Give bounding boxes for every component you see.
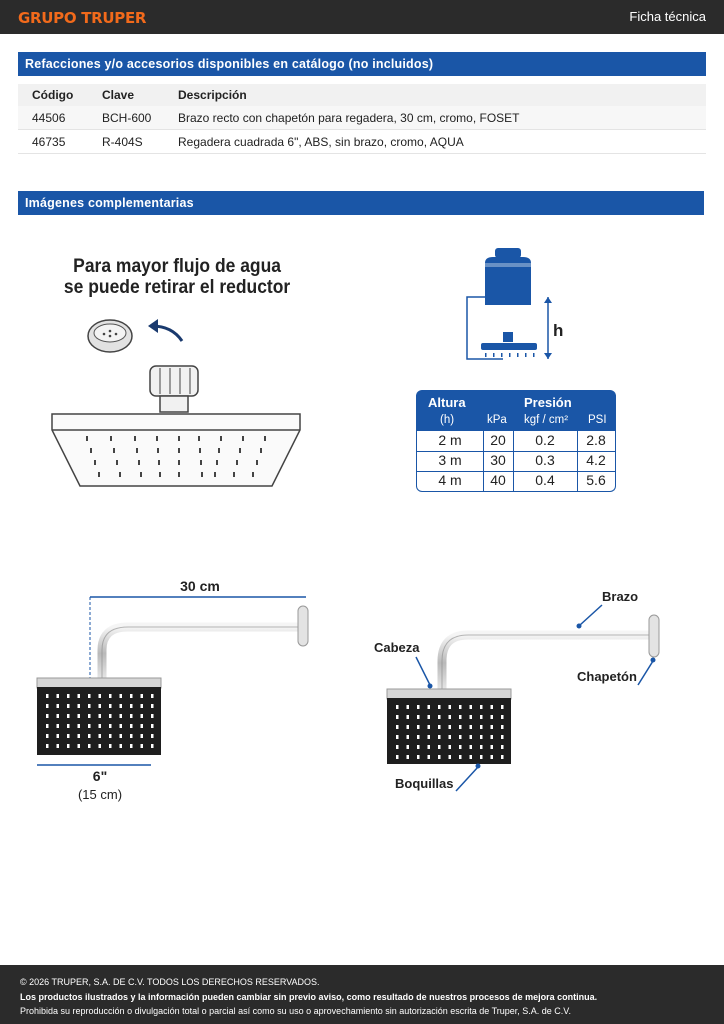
- cell-clave: BCH-600: [88, 106, 164, 130]
- nozzle-dot: [501, 725, 504, 729]
- nozzle-dot: [130, 694, 133, 698]
- nozzle-dot: [417, 715, 420, 719]
- nozzle-dot: [67, 744, 70, 748]
- nozzle-dot: [438, 705, 441, 709]
- nozzle-dot: [438, 755, 441, 759]
- nozzle-dot: [88, 694, 91, 698]
- nozzle-dot: [449, 745, 452, 749]
- unit-kpa: kPa: [487, 414, 507, 426]
- nozzle-dot: [501, 715, 504, 719]
- nozzle-dot: [151, 724, 154, 728]
- nozzle-dot: [501, 705, 504, 709]
- reducer-illustration: [40, 248, 310, 493]
- footer-copyright: © 2026 TRUPER, S.A. DE C.V. TODOS LOS DERECHOS RESERVADOS.: [20, 977, 320, 987]
- nozzle-dot: [396, 745, 399, 749]
- nozzle-dot: [407, 725, 410, 729]
- nozzle-dot: [470, 705, 473, 709]
- part-label-boquillas: Boquillas: [395, 776, 454, 791]
- cell-kgf: 0.4: [535, 472, 555, 488]
- cell-altura: 4 m: [438, 472, 462, 488]
- nozzle-dot: [130, 704, 133, 708]
- head-size-cm-label: (15 cm): [77, 787, 123, 802]
- nozzle-dot: [491, 755, 494, 759]
- nozzle-dot: [67, 734, 70, 738]
- nozzle-dot: [120, 734, 123, 738]
- footer: [0, 965, 724, 1024]
- cell-kpa: 20: [490, 432, 506, 448]
- nozzle-dot: [428, 725, 431, 729]
- nozzle-dot: [428, 705, 431, 709]
- part-label-brazo: Brazo: [602, 589, 639, 604]
- nozzle-dot: [396, 725, 399, 729]
- cell-descripcion: Brazo recto con chapetón para regadera, 30 cm, cromo, FOSET: [164, 106, 706, 130]
- col-altura-header: Altura: [428, 395, 466, 410]
- shower-head-parts-view: [387, 689, 511, 764]
- nozzle-dot: [46, 714, 49, 718]
- nozzle-dot: [491, 725, 494, 729]
- col-altura-sub: (h): [440, 414, 455, 426]
- nozzle-dot: [109, 734, 112, 738]
- nozzle-dot: [438, 725, 441, 729]
- nozzle-dot: [120, 724, 123, 728]
- nozzle-dot: [480, 705, 483, 709]
- accessories-table: [18, 84, 706, 154]
- nozzle-dot: [449, 735, 452, 739]
- top-bar: [0, 0, 724, 34]
- nozzle-dot: [141, 704, 144, 708]
- nozzle-dot: [438, 735, 441, 739]
- nozzle-dot: [396, 705, 399, 709]
- nozzle-dot: [109, 714, 112, 718]
- height-label: h: [553, 321, 564, 340]
- nozzle-dot: [417, 725, 420, 729]
- nozzle-dot: [57, 694, 60, 698]
- nozzle-dot: [67, 694, 70, 698]
- nozzle-dot: [480, 715, 483, 719]
- nozzle-dot: [141, 734, 144, 738]
- nozzle-dot: [491, 745, 494, 749]
- nozzle-dot: [449, 755, 452, 759]
- arm-length-label: 30 cm: [180, 578, 220, 594]
- col-presion-header: Presión: [524, 395, 572, 410]
- cell-altura: 3 m: [438, 452, 462, 468]
- shower-head-side-view: [37, 678, 161, 755]
- nozzle-dot: [470, 745, 473, 749]
- water-tank-icon: [485, 248, 531, 305]
- dimensions-drawing: [30, 572, 320, 807]
- nozzle-dot: [99, 714, 102, 718]
- nozzle-dot: [407, 715, 410, 719]
- nozzle-dot: [491, 705, 494, 709]
- unit-psi: PSI: [588, 414, 607, 426]
- nozzle-dot: [396, 755, 399, 759]
- nozzle-dot: [407, 735, 410, 739]
- table-header-row: [18, 84, 706, 106]
- nozzle-dot: [78, 734, 81, 738]
- cell-kgf: 0.2: [535, 432, 555, 448]
- part-label-cabeza: Cabeza: [374, 640, 420, 655]
- arrow-head-icon: [148, 319, 158, 333]
- cell-clave: R-404S: [88, 130, 164, 154]
- nozzle-dot: [67, 704, 70, 708]
- nozzle-dot: [417, 755, 420, 759]
- head-size-label: 6": [92, 768, 108, 784]
- nozzle-dot: [99, 704, 102, 708]
- nozzle-dot: [78, 714, 81, 718]
- nozzle-dot: [428, 755, 431, 759]
- nozzle-dot: [120, 714, 123, 718]
- parts-drawing: [370, 585, 670, 800]
- column-header-codigo: Código: [18, 84, 88, 106]
- nozzle-dot: [130, 734, 133, 738]
- nozzle-dot: [67, 724, 70, 728]
- cell-codigo: 44506: [18, 106, 88, 130]
- nozzle-dot: [57, 704, 60, 708]
- cell-codigo: 46735: [18, 130, 88, 154]
- nozzle-dot: [480, 725, 483, 729]
- nozzle-dot: [151, 744, 154, 748]
- nozzle-dot: [417, 735, 420, 739]
- nozzle-dot: [151, 734, 154, 738]
- nozzle-dot: [428, 745, 431, 749]
- nozzle-dot: [57, 714, 60, 718]
- nozzle-dot: [449, 715, 452, 719]
- nozzle-dot: [459, 715, 462, 719]
- nozzle-dot: [88, 734, 91, 738]
- nozzle-dot: [130, 724, 133, 728]
- nozzle-dot: [459, 725, 462, 729]
- nozzle-dot: [99, 734, 102, 738]
- nozzle-dot: [151, 704, 154, 708]
- reducer-icon: [88, 320, 132, 352]
- accessories-section-title: Refacciones y/o accesorios disponibles en catálogo (no incluidos): [18, 52, 706, 76]
- nozzle-dot: [428, 735, 431, 739]
- reducer-caption-line-1: Para mayor flujo de agua: [73, 254, 281, 277]
- table-row: [18, 106, 706, 130]
- table-row: [18, 130, 706, 154]
- nozzle-dot: [438, 745, 441, 749]
- nozzle-dot: [109, 704, 112, 708]
- nozzle-dot: [407, 755, 410, 759]
- nozzle-dot: [151, 714, 154, 718]
- nozzle-dot: [120, 694, 123, 698]
- nozzle-dot: [88, 724, 91, 728]
- doc-type-label: Ficha técnica: [629, 9, 706, 24]
- pressure-table: [416, 390, 616, 494]
- nozzle-dot: [46, 694, 49, 698]
- nozzle-dot: [46, 724, 49, 728]
- nozzle-dot: [470, 715, 473, 719]
- nozzle-dot: [459, 755, 462, 759]
- nozzle-dot: [78, 694, 81, 698]
- nozzle-dot: [417, 745, 420, 749]
- nozzle-dot: [141, 744, 144, 748]
- height-diagram: [455, 243, 575, 368]
- nozzle-dot: [46, 734, 49, 738]
- nozzle-dot: [480, 755, 483, 759]
- nozzle-dot: [449, 705, 452, 709]
- pressure-table-body: [416, 431, 616, 492]
- nozzle-dot: [120, 704, 123, 708]
- nozzle-dot: [99, 724, 102, 728]
- nozzle-dot: [78, 724, 81, 728]
- nozzle-dot: [130, 744, 133, 748]
- nozzle-dot: [501, 735, 504, 739]
- nozzle-dot: [88, 704, 91, 708]
- column-header-clave: Clave: [88, 84, 164, 106]
- nozzle-dot: [470, 755, 473, 759]
- nozzle-dot: [78, 744, 81, 748]
- pressure-table-header: [416, 390, 616, 431]
- nozzle-dot: [78, 704, 81, 708]
- nozzle-dot: [141, 714, 144, 718]
- cell-kpa: 40: [490, 472, 506, 488]
- nozzle-dot: [459, 745, 462, 749]
- nozzle-dot: [480, 735, 483, 739]
- nozzle-dot: [57, 724, 60, 728]
- cell-psi: 5.6: [586, 472, 606, 488]
- nozzle-dot: [120, 744, 123, 748]
- nozzle-dot: [470, 735, 473, 739]
- cell-altura: 2 m: [438, 432, 462, 448]
- cell-psi: 2.8: [586, 432, 606, 448]
- nozzle-dot: [109, 724, 112, 728]
- shower-outlet-icon: [481, 332, 537, 357]
- nozzle-dot: [438, 715, 441, 719]
- nozzle-dot: [501, 755, 504, 759]
- shower-head-drawing: [52, 366, 300, 486]
- nozzle-dot: [459, 735, 462, 739]
- nozzle-dot: [99, 744, 102, 748]
- part-label-chapeton: Chapetón: [577, 669, 637, 684]
- nozzle-dot: [501, 745, 504, 749]
- nozzle-dot: [417, 705, 420, 709]
- footer-prohibition: Prohibida su reproducción o divulgación total o parcial así como su uso o aprovechamiento sin autorización escrita de Truper, S.A. de C.V.: [20, 1006, 571, 1016]
- nozzle-dot: [141, 724, 144, 728]
- nozzle-dot: [491, 715, 494, 719]
- nozzle-dot: [99, 694, 102, 698]
- nozzle-dot: [109, 744, 112, 748]
- nozzle-dot: [109, 694, 112, 698]
- nozzle-dot: [470, 725, 473, 729]
- nozzle-dot: [396, 735, 399, 739]
- nozzle-dot: [130, 714, 133, 718]
- nozzle-dot: [428, 715, 431, 719]
- nozzle-dot: [407, 705, 410, 709]
- truper-logo: GRUPO TRUPER: [18, 9, 147, 27]
- nozzle-dot: [57, 734, 60, 738]
- nozzle-dot: [449, 725, 452, 729]
- nozzle-dot: [46, 744, 49, 748]
- nozzle-dot: [407, 745, 410, 749]
- unit-kgf: kgf / cm²: [524, 414, 569, 426]
- nozzle-dot: [57, 744, 60, 748]
- images-section-title: Imágenes complementarias: [18, 191, 704, 215]
- cell-kgf: 0.3: [535, 452, 555, 468]
- nozzle-dot: [491, 735, 494, 739]
- cell-psi: 4.2: [586, 452, 606, 468]
- footer-notice: Los productos ilustrados y la información pueden cambiar sin previo aviso, como resultado de nuestros procesos de mejora continua.: [20, 992, 598, 1002]
- column-header-descripcion: Descripción: [164, 84, 706, 106]
- nozzle-dot: [459, 705, 462, 709]
- nozzle-dot: [88, 744, 91, 748]
- nozzle-dot: [141, 694, 144, 698]
- nozzle-dot: [151, 694, 154, 698]
- nozzle-dot: [46, 704, 49, 708]
- reducer-caption-line-2: se puede retirar el reductor: [63, 275, 291, 298]
- cell-descripcion: Regadera cuadrada 6", ABS, sin brazo, cromo, AQUA: [164, 130, 706, 154]
- nozzle-dot: [396, 715, 399, 719]
- cell-kpa: 30: [490, 452, 506, 468]
- nozzle-dot: [67, 714, 70, 718]
- nozzle-dot: [480, 745, 483, 749]
- nozzle-dot: [88, 714, 91, 718]
